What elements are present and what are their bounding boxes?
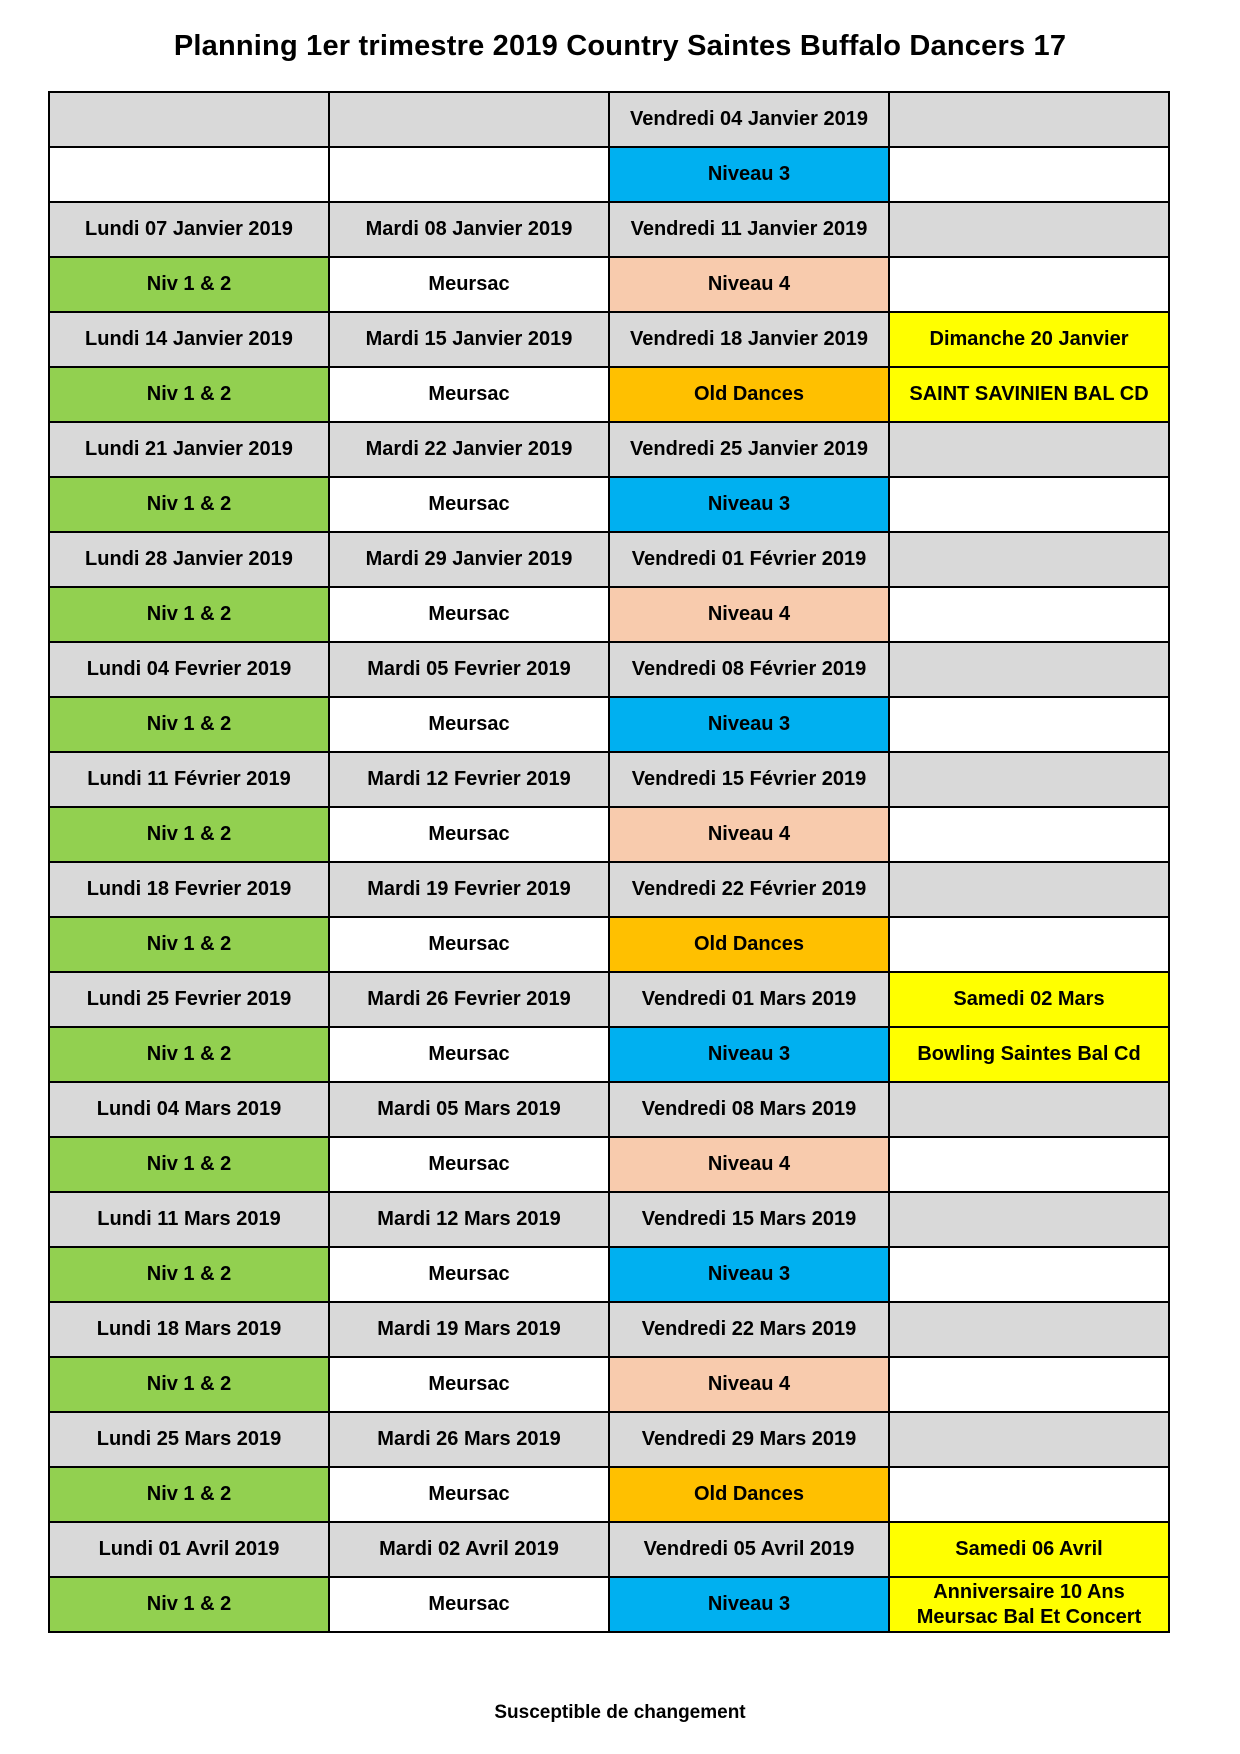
table-cell: Meursac xyxy=(329,1467,609,1522)
table-cell: Meursac xyxy=(329,1577,609,1632)
table-cell: Niv 1 & 2 xyxy=(49,1247,329,1302)
table-cell xyxy=(49,92,329,147)
table-cell: Mardi 26 Mars 2019 xyxy=(329,1412,609,1467)
table-cell: Dimanche 20 Janvier xyxy=(889,312,1169,367)
table-cell xyxy=(889,1302,1169,1357)
table-cell: Old Dances xyxy=(609,1467,889,1522)
table-cell xyxy=(329,147,609,202)
table-cell: Vendredi 04 Janvier 2019 xyxy=(609,92,889,147)
table-cell: Niveau 4 xyxy=(609,257,889,312)
table-cell: Old Dances xyxy=(609,367,889,422)
table-cell: Niveau 4 xyxy=(609,807,889,862)
table-row xyxy=(49,532,1169,587)
table-cell xyxy=(889,697,1169,752)
table-row xyxy=(49,807,1169,862)
table-cell: Lundi 11 Février 2019 xyxy=(49,752,329,807)
table-cell xyxy=(889,202,1169,257)
table-cell: Niveau 3 xyxy=(609,477,889,532)
table-cell xyxy=(889,1082,1169,1137)
table-cell: Lundi 18 Fevrier 2019 xyxy=(49,862,329,917)
table-cell: Mardi 19 Fevrier 2019 xyxy=(329,862,609,917)
table-cell: Mardi 29 Janvier 2019 xyxy=(329,532,609,587)
table-cell: Niveau 3 xyxy=(609,147,889,202)
table-cell: Mardi 12 Fevrier 2019 xyxy=(329,752,609,807)
table-row xyxy=(49,862,1169,917)
table-cell: Niv 1 & 2 xyxy=(49,807,329,862)
table-cell: Meursac xyxy=(329,1137,609,1192)
table-row xyxy=(49,367,1169,422)
table-cell: Niv 1 & 2 xyxy=(49,1357,329,1412)
table-row xyxy=(49,1302,1169,1357)
table-cell: Vendredi 08 Mars 2019 xyxy=(609,1082,889,1137)
table-cell: Vendredi 01 Mars 2019 xyxy=(609,972,889,1027)
table-row xyxy=(49,147,1169,202)
table-cell: Meursac xyxy=(329,257,609,312)
table-cell xyxy=(889,752,1169,807)
table-row xyxy=(49,1137,1169,1192)
table-row xyxy=(49,1027,1169,1082)
table-cell xyxy=(889,1192,1169,1247)
table-cell: Vendredi 22 Février 2019 xyxy=(609,862,889,917)
table-row xyxy=(49,257,1169,312)
page-title: Planning 1er trimestre 2019 Country Saintes Buffalo Dancers 17 xyxy=(173,30,1067,62)
table-cell: Lundi 07 Janvier 2019 xyxy=(49,202,329,257)
table-cell: Meursac xyxy=(329,917,609,972)
table-cell xyxy=(889,92,1169,147)
table-cell: Niv 1 & 2 xyxy=(49,1467,329,1522)
table-cell: Anniversaire 10 Ans Meursac Bal Et Concert xyxy=(889,1577,1169,1632)
table-cell xyxy=(889,1357,1169,1412)
table-cell: Mardi 12 Mars 2019 xyxy=(329,1192,609,1247)
table-cell: Mardi 19 Mars 2019 xyxy=(329,1302,609,1357)
table-cell xyxy=(889,587,1169,642)
table-row xyxy=(49,1577,1169,1632)
table-cell: Vendredi 15 Mars 2019 xyxy=(609,1192,889,1247)
table-cell: Samedi 02 Mars xyxy=(889,972,1169,1027)
table-row xyxy=(49,92,1169,147)
table-cell: Lundi 25 Fevrier 2019 xyxy=(49,972,329,1027)
table-cell: Mardi 15 Janvier 2019 xyxy=(329,312,609,367)
table-cell: Meursac xyxy=(329,367,609,422)
table-cell: Lundi 11 Mars 2019 xyxy=(49,1192,329,1247)
table-cell: Lundi 18 Mars 2019 xyxy=(49,1302,329,1357)
table-row xyxy=(49,752,1169,807)
table-cell xyxy=(889,1467,1169,1522)
table-cell: Vendredi 05 Avril 2019 xyxy=(609,1522,889,1577)
footer-note: Susceptible de changement xyxy=(494,1702,746,1723)
table-row xyxy=(49,1082,1169,1137)
table-cell: Niveau 3 xyxy=(609,1577,889,1632)
table-cell: Vendredi 11 Janvier 2019 xyxy=(609,202,889,257)
table-cell: Niveau 3 xyxy=(609,1027,889,1082)
table-cell xyxy=(889,147,1169,202)
table-cell xyxy=(329,92,609,147)
table-cell: Bowling Saintes Bal Cd xyxy=(889,1027,1169,1082)
table-row xyxy=(49,1467,1169,1522)
table-cell: Niveau 4 xyxy=(609,1137,889,1192)
table-row xyxy=(49,587,1169,642)
table-cell: Lundi 01 Avril 2019 xyxy=(49,1522,329,1577)
table-cell xyxy=(889,642,1169,697)
table-row xyxy=(49,917,1169,972)
table-cell xyxy=(889,477,1169,532)
table-cell: Niv 1 & 2 xyxy=(49,697,329,752)
table-cell xyxy=(889,532,1169,587)
table-row xyxy=(49,477,1169,532)
table-cell: Old Dances xyxy=(609,917,889,972)
table-cell: Meursac xyxy=(329,587,609,642)
table-cell: Vendredi 18 Janvier 2019 xyxy=(609,312,889,367)
table-cell: Mardi 26 Fevrier 2019 xyxy=(329,972,609,1027)
table-cell: Niv 1 & 2 xyxy=(49,587,329,642)
table-cell: Vendredi 22 Mars 2019 xyxy=(609,1302,889,1357)
table-cell: Niveau 4 xyxy=(609,1357,889,1412)
table-row xyxy=(49,972,1169,1027)
table-row xyxy=(49,642,1169,697)
table-cell xyxy=(889,1247,1169,1302)
table-cell: Niv 1 & 2 xyxy=(49,257,329,312)
table-cell xyxy=(49,147,329,202)
table-cell: Meursac xyxy=(329,1247,609,1302)
table-row xyxy=(49,1357,1169,1412)
table-cell: Vendredi 01 Février 2019 xyxy=(609,532,889,587)
table-cell: Lundi 28 Janvier 2019 xyxy=(49,532,329,587)
table-cell: Mardi 22 Janvier 2019 xyxy=(329,422,609,477)
table-cell: Vendredi 29 Mars 2019 xyxy=(609,1412,889,1467)
table-cell: Mardi 02 Avril 2019 xyxy=(329,1522,609,1577)
table-cell: Meursac xyxy=(329,1027,609,1082)
table-row xyxy=(49,1247,1169,1302)
table-cell: Niveau 3 xyxy=(609,1247,889,1302)
table-cell: Meursac xyxy=(329,1357,609,1412)
table-cell xyxy=(889,807,1169,862)
table-cell: Meursac xyxy=(329,697,609,752)
table-cell: Lundi 25 Mars 2019 xyxy=(49,1412,329,1467)
table-row xyxy=(49,697,1169,752)
table-cell xyxy=(889,862,1169,917)
table-cell: Niv 1 & 2 xyxy=(49,917,329,972)
table-cell: Meursac xyxy=(329,807,609,862)
table-cell: Samedi 06 Avril xyxy=(889,1522,1169,1577)
table-cell: SAINT SAVINIEN BAL CD xyxy=(889,367,1169,422)
table-cell: Niveau 3 xyxy=(609,697,889,752)
table-cell: Lundi 04 Fevrier 2019 xyxy=(49,642,329,697)
table-cell: Meursac xyxy=(329,477,609,532)
table-cell: Mardi 08 Janvier 2019 xyxy=(329,202,609,257)
table-cell: Mardi 05 Fevrier 2019 xyxy=(329,642,609,697)
table-cell: Vendredi 15 Février 2019 xyxy=(609,752,889,807)
table-cell xyxy=(889,917,1169,972)
table-cell: Vendredi 08 Février 2019 xyxy=(609,642,889,697)
table-row xyxy=(49,202,1169,257)
table-cell: Niv 1 & 2 xyxy=(49,1137,329,1192)
table-row xyxy=(49,312,1169,367)
table-row xyxy=(49,1192,1169,1247)
table-cell: Vendredi 25 Janvier 2019 xyxy=(609,422,889,477)
table-cell: Lundi 21 Janvier 2019 xyxy=(49,422,329,477)
table-row xyxy=(49,1412,1169,1467)
table-cell: Niv 1 & 2 xyxy=(49,1027,329,1082)
table-cell: Niveau 4 xyxy=(609,587,889,642)
table-row xyxy=(49,422,1169,477)
table-row xyxy=(49,1522,1169,1577)
table-cell xyxy=(889,422,1169,477)
table-cell: Lundi 04 Mars 2019 xyxy=(49,1082,329,1137)
table-cell xyxy=(889,1412,1169,1467)
table-cell: Mardi 05 Mars 2019 xyxy=(329,1082,609,1137)
table-cell xyxy=(889,257,1169,312)
schedule-body xyxy=(49,92,1169,1632)
table-cell: Niv 1 & 2 xyxy=(49,477,329,532)
table-cell: Lundi 14 Janvier 2019 xyxy=(49,312,329,367)
schedule-table xyxy=(48,91,1170,1633)
table-cell xyxy=(889,1137,1169,1192)
table-cell: Niv 1 & 2 xyxy=(49,367,329,422)
table-cell: Niv 1 & 2 xyxy=(49,1577,329,1632)
